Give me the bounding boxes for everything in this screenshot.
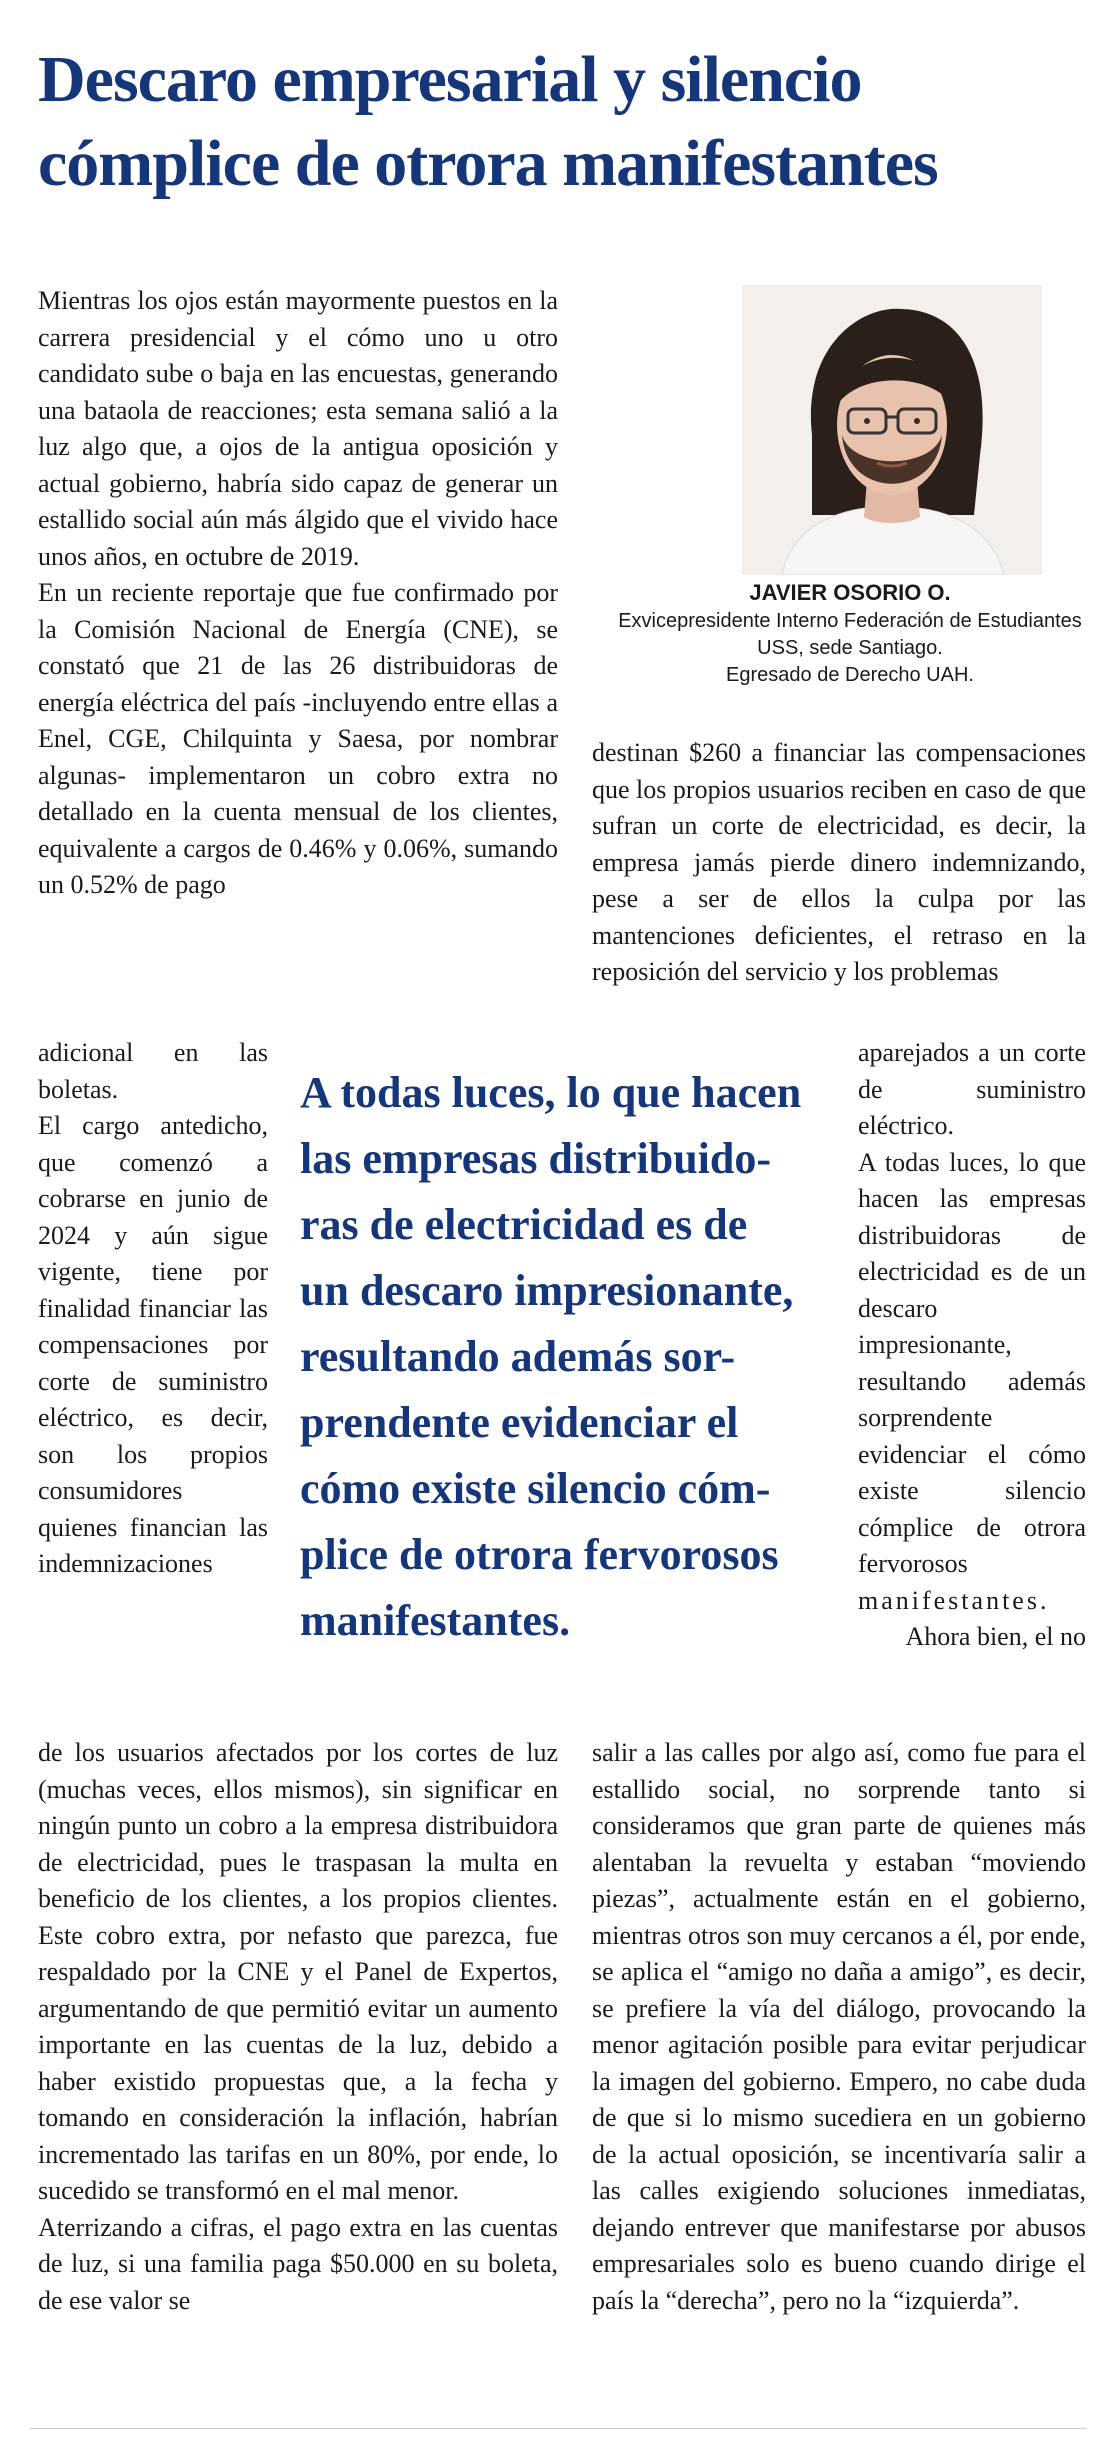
- pull-quote-line: ras de electricidad es de: [300, 1200, 748, 1249]
- pull-quote-line: prendente evidenciar el: [300, 1398, 739, 1447]
- paragraph-4-continued-2: aparejados a un corte de suministro eléctrico.: [858, 1038, 1086, 1140]
- headline-line-1: Descaro empresarial y silencio: [38, 43, 862, 116]
- author-role-1: Exvicepresidente Interno Federación de Estudiantes: [618, 610, 1082, 632]
- pull-quote-line: resultando además sor-: [300, 1332, 736, 1381]
- right-column-top: [592, 735, 1086, 991]
- paragraph-2-continued: adicional en las boletas.: [38, 1038, 268, 1104]
- right-column-bottom: [592, 1735, 1086, 2319]
- paragraph-4-continued: destinan $260 a financiar las compensaciones que los propios usuarios reciben en caso de que sufran un corte de electricidad, es decir, la empresa jamás pierde dinero indemnizando, pese a ser de ellos la culpa por las mantenciones deficientes, el retraso en la reposición del servicio y los problemas: [592, 738, 1086, 986]
- headline: [38, 38, 1088, 206]
- pull-quote-line: plice de otrora fervorosos: [300, 1530, 779, 1579]
- paragraph-5: A todas luces, lo que hacen las empresas distribuidoras de electricidad es de un descaro impresionante, resultando además sorprendente evidenciar el cómo existe silencio cómplice de otrora fervorosos: [858, 1147, 1086, 1578]
- paragraph-6: Ahora bien, el no: [905, 1622, 1086, 1651]
- paragraph-1: Mientras los ojos están mayormente puestos en la carrera presidencial y el cómo uno u otro candidato sube o baja en las encuestas, generando una bataola de reacciones; esta semana salió a la luz algo que, a ojos de la antigua oposición y actual gobierno, habría sido capaz de generar un estallido social aún más álgido que el vivido hace unos años, en octubre de 2019.: [38, 286, 558, 571]
- paragraph-5-end: manifestantes.: [858, 1585, 1050, 1615]
- author-role-2: USS, sede Santiago.: [757, 637, 943, 659]
- bottom-divider: [30, 2428, 1086, 2429]
- paragraph-4: Aterrizando a cifras, el pago extra en las cuentas de luz, si una familia paga $50.000 en su boleta, de ese valor se: [38, 2212, 558, 2315]
- pull-quote: [300, 1060, 860, 1654]
- pull-quote-line: un descaro impresionante,: [300, 1266, 794, 1315]
- pull-quote-line: cómo existe silencio cóm-: [300, 1464, 771, 1513]
- author-name: JAVIER OSORIO O.: [749, 580, 951, 605]
- left-column-top: [38, 283, 558, 904]
- paragraph-3-continued: de los usuarios afectados por los cortes de luz (muchas veces, ellos mismos), sin significar en ningún punto un cobro a la empresa distribuidora de electricidad, pues le traspasan la multa en beneficio de los clientes, a los propios clientes. Este cobro extra, por nefasto que parezca, fue respaldado por la CNE y el Panel de Expertos, argumentando de que permitió evitar un aumento importante en las cuentas de la luz, debido a haber existido propuestas que, a la fecha y tomando en consideración la inflación, habrían incrementado las tarifas en un 80%, por ende, lo sucedido se transformó en el mal menor.: [38, 1738, 558, 2205]
- pull-quote-line: manifestantes.: [300, 1596, 571, 1645]
- paragraph-3: El cargo antedicho, que comenzó a cobrarse en junio de 2024 y aún sigue vigente, tiene por finalidad financiar las compensaciones por corte de suministro eléctrico, es decir, son los propios consumidores quienes financian las indemnizaciones: [38, 1111, 268, 1578]
- right-narrow-column: [858, 1035, 1086, 1656]
- paragraph-6-continued: salir a las calles por algo así, como fue para el estallido social, no sorprende tanto si consideramos que gran parte de quienes más alentaban la revuelta y estaban “moviendo piezas”, actualmente están en el gobierno, mientras otros son muy cercanos a él, por ende, se aplica el “amigo no daña a amigo”, es decir, se prefiere la vía del diálogo, provocando la menor agitación posible para evitar perjudicar la imagen del gobierno. Empero, no cabe duda de que si lo mismo sucediera en un gobierno de la actual oposición, se incentivaría salir a las calles exigiendo soluciones inmediatas, dejando entrever que manifestarse por abusos empresariales solo es bueno cuando dirige el país la “derecha”, pero no la “izquierda”.: [592, 1738, 1086, 2315]
- paragraph-2: En un reciente reportaje que fue confirmado por la Comisión Nacional de Energía (CNE), se constató que 21 de las 26 distribuidoras de energía eléctrica del país -incluyendo entre ellas a Enel, CGE, Chilquinta y Saesa, por nombrar algunas- implementaron un cobro extra no detallado en la cuenta mensual de los clientes, equivalente a cargos de 0.46% y 0.06%, sumando un 0.52% de pago: [38, 578, 558, 899]
- headline-line-2: cómplice de otrora manifestantes: [38, 127, 938, 200]
- left-narrow-column: [38, 1035, 268, 1583]
- left-column-bottom: [38, 1735, 558, 2319]
- author-portrait-image: [742, 285, 1042, 575]
- pull-quote-line: las empresas distribuido-: [300, 1134, 772, 1183]
- author-byline: [590, 578, 1110, 689]
- author-role-3: Egresado de Derecho UAH.: [726, 664, 974, 686]
- author-photo: [742, 285, 1042, 575]
- pull-quote-line: A todas luces, lo que hacen: [300, 1068, 802, 1117]
